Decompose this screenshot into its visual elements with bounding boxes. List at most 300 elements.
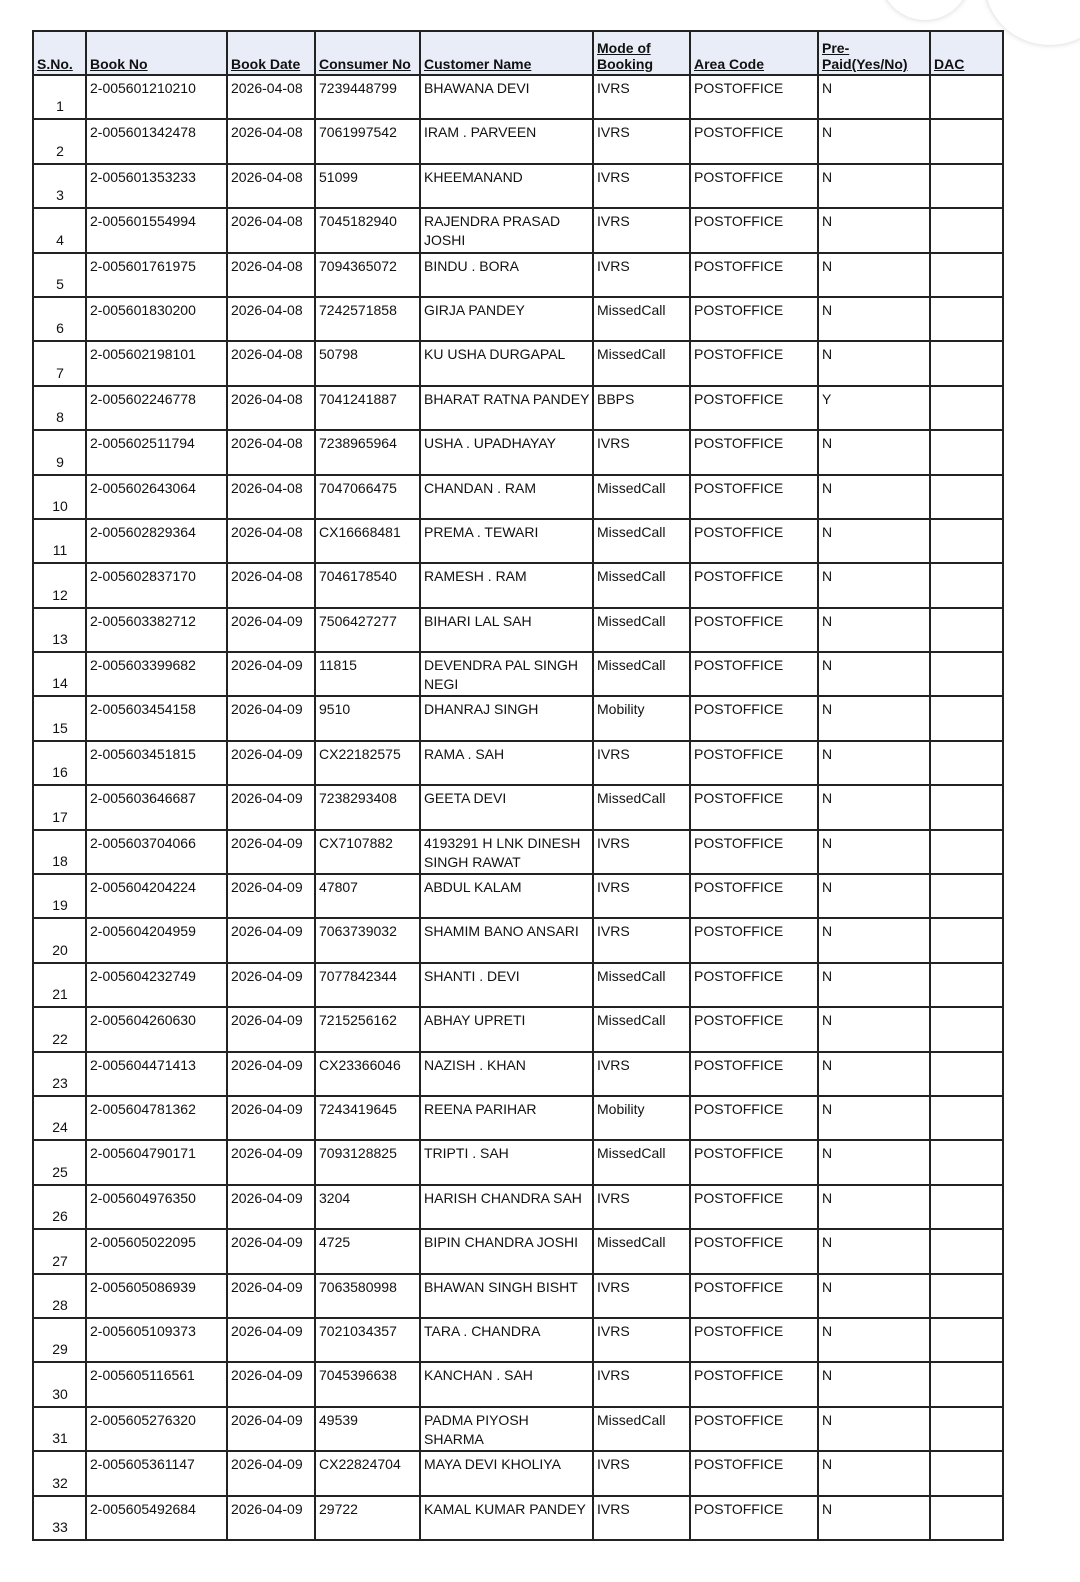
cell-consumer-no: 7046178540 [315,563,420,607]
cell-book-no: 2-005604204224 [86,874,227,918]
cell-area-code: POSTOFFICE [690,1496,818,1540]
cell-area-code: POSTOFFICE [690,208,818,252]
table-row [33,297,1003,341]
cell-sno: 21 [33,963,86,1007]
cell-book-date: 2026-04-08 [227,519,315,563]
cell-mode-of-booking: IVRS [593,741,690,785]
cell-mode-of-booking: MissedCall [593,1407,690,1451]
cell-book-no: 2-005602643064 [86,475,227,519]
cell-dac [930,652,1003,696]
table-row [33,253,1003,297]
header-dac: DAC [930,31,1003,75]
table-row [33,918,1003,962]
cell-book-no: 2-005604471413 [86,1052,227,1096]
cell-dac [930,696,1003,740]
cell-sno: 7 [33,341,86,385]
cell-dac [930,874,1003,918]
cell-consumer-no: 29722 [315,1496,420,1540]
cell-book-no: 2-005605022095 [86,1229,227,1273]
cell-sno: 25 [33,1140,86,1184]
cell-book-no: 2-005603382712 [86,608,227,652]
cell-sno: 6 [33,297,86,341]
cell-book-date: 2026-04-08 [227,75,315,119]
cell-area-code: POSTOFFICE [690,696,818,740]
cell-area-code: POSTOFFICE [690,430,818,474]
cell-consumer-no: CX16668481 [315,519,420,563]
cell-prepaid: N [818,918,930,962]
table-row [33,696,1003,740]
table-row [33,1229,1003,1273]
cell-dac [930,386,1003,430]
cell-prepaid: N [818,119,930,163]
cell-dac [930,963,1003,1007]
cell-sno: 5 [33,253,86,297]
table-row [33,785,1003,829]
cell-consumer-no: 51099 [315,164,420,208]
cell-customer-name: BHAWAN SINGH BISHT [420,1274,593,1318]
cell-consumer-no: 7238293408 [315,785,420,829]
table-row [33,563,1003,607]
cell-book-no: 2-005604976350 [86,1185,227,1229]
cell-sno: 23 [33,1052,86,1096]
cell-dac [930,830,1003,874]
cell-sno: 20 [33,918,86,962]
cell-book-date: 2026-04-08 [227,430,315,474]
cell-book-date: 2026-04-09 [227,608,315,652]
cell-mode-of-booking: IVRS [593,164,690,208]
cell-prepaid: N [818,1451,930,1495]
cell-dac [930,430,1003,474]
cell-mode-of-booking: BBPS [593,386,690,430]
cell-book-date: 2026-04-08 [227,475,315,519]
cell-mode-of-booking: IVRS [593,75,690,119]
cell-sno: 10 [33,475,86,519]
cell-consumer-no: 7063739032 [315,918,420,962]
cell-dac [930,1407,1003,1451]
cell-book-no: 2-005601554994 [86,208,227,252]
cell-customer-name: KANCHAN . SAH [420,1362,593,1406]
cell-consumer-no: 7506427277 [315,608,420,652]
cell-consumer-no: CX7107882 [315,830,420,874]
cell-book-date: 2026-04-09 [227,1274,315,1318]
cell-customer-name: PREMA . TEWARI [420,519,593,563]
table-row [33,519,1003,563]
cell-prepaid: N [818,1185,930,1229]
cell-consumer-no: 11815 [315,652,420,696]
table-row [33,1362,1003,1406]
table-row [33,652,1003,696]
cell-area-code: POSTOFFICE [690,1318,818,1362]
cell-sno: 29 [33,1318,86,1362]
cell-area-code: POSTOFFICE [690,1096,818,1140]
cell-prepaid: N [818,430,930,474]
cell-book-no: 2-005604781362 [86,1096,227,1140]
cell-customer-name: RAJENDRA PRASAD JOSHI [420,208,593,252]
cell-consumer-no: 9510 [315,696,420,740]
cell-customer-name: RAMESH . RAM [420,563,593,607]
cell-customer-name: REENA PARIHAR [420,1096,593,1140]
cell-mode-of-booking: IVRS [593,1274,690,1318]
cell-customer-name: KAMAL KUMAR PANDEY [420,1496,593,1540]
cell-prepaid: N [818,1229,930,1273]
cell-book-no: 2-005605276320 [86,1407,227,1451]
cell-consumer-no: 7047066475 [315,475,420,519]
cell-mode-of-booking: MissedCall [593,563,690,607]
cell-consumer-no: 7093128825 [315,1140,420,1184]
table-row [33,608,1003,652]
cell-mode-of-booking: IVRS [593,1185,690,1229]
cell-mode-of-booking: IVRS [593,253,690,297]
cell-book-date: 2026-04-08 [227,119,315,163]
cell-sno: 16 [33,741,86,785]
cell-area-code: POSTOFFICE [690,253,818,297]
cell-prepaid: Y [818,386,930,430]
cell-book-date: 2026-04-08 [227,386,315,430]
header-consumer-no: Consumer No [315,31,420,75]
cell-book-date: 2026-04-09 [227,785,315,829]
cell-prepaid: N [818,696,930,740]
cell-area-code: POSTOFFICE [690,652,818,696]
cell-dac [930,1274,1003,1318]
cell-mode-of-booking: IVRS [593,1362,690,1406]
table-row [33,475,1003,519]
cell-consumer-no: 7238965964 [315,430,420,474]
cell-customer-name: RAMA . SAH [420,741,593,785]
cell-customer-name: CHANDAN . RAM [420,475,593,519]
cell-sno: 24 [33,1096,86,1140]
cell-customer-name: BINDU . BORA [420,253,593,297]
cell-prepaid: N [818,164,930,208]
cell-area-code: POSTOFFICE [690,164,818,208]
cell-customer-name: BHARAT RATNA PANDEY [420,386,593,430]
cell-book-no: 2-005603454158 [86,696,227,740]
cell-consumer-no: 4725 [315,1229,420,1273]
cell-prepaid: N [818,1052,930,1096]
cell-mode-of-booking: IVRS [593,1052,690,1096]
cell-mode-of-booking: IVRS [593,1451,690,1495]
cell-prepaid: N [818,475,930,519]
cell-area-code: POSTOFFICE [690,785,818,829]
cell-consumer-no: CX22824704 [315,1451,420,1495]
cell-consumer-no: 7077842344 [315,963,420,1007]
cell-mode-of-booking: IVRS [593,119,690,163]
cell-area-code: POSTOFFICE [690,1362,818,1406]
cell-mode-of-booking: MissedCall [593,475,690,519]
cell-book-date: 2026-04-08 [227,341,315,385]
cell-dac [930,475,1003,519]
header-area-code: Area Code [690,31,818,75]
cell-customer-name: NAZISH . KHAN [420,1052,593,1096]
cell-sno: 9 [33,430,86,474]
cell-prepaid: N [818,963,930,1007]
cell-dac [930,75,1003,119]
cell-book-no: 2-005601830200 [86,297,227,341]
cell-area-code: POSTOFFICE [690,1007,818,1051]
cell-book-date: 2026-04-09 [227,652,315,696]
cell-sno: 27 [33,1229,86,1273]
cell-consumer-no: 7045396638 [315,1362,420,1406]
cell-mode-of-booking: MissedCall [593,608,690,652]
cell-prepaid: N [818,519,930,563]
cell-dac [930,208,1003,252]
cell-mode-of-booking: IVRS [593,208,690,252]
cell-customer-name: GEETA DEVI [420,785,593,829]
cell-sno: 1 [33,75,86,119]
header-sno: S.No. [33,31,86,75]
table-row [33,741,1003,785]
cell-consumer-no: 50798 [315,341,420,385]
cell-book-date: 2026-04-09 [227,1318,315,1362]
cell-book-date: 2026-04-09 [227,1096,315,1140]
cell-prepaid: N [818,830,930,874]
header-prepaid: Pre-Paid(Yes/No) [818,31,930,75]
cell-dac [930,1052,1003,1096]
cell-sno: 3 [33,164,86,208]
cell-area-code: POSTOFFICE [690,297,818,341]
cell-area-code: POSTOFFICE [690,75,818,119]
cell-book-no: 2-005602829364 [86,519,227,563]
cell-dac [930,1451,1003,1495]
cell-customer-name: SHANTI . DEVI [420,963,593,1007]
cell-prepaid: N [818,297,930,341]
cell-customer-name: BIPIN CHANDRA JOSHI [420,1229,593,1273]
cell-sno: 32 [33,1451,86,1495]
cell-prepaid: N [818,563,930,607]
cell-prepaid: N [818,608,930,652]
cell-prepaid: N [818,208,930,252]
header-mode-of-booking: Mode of Booking [593,31,690,75]
cell-consumer-no: 7094365072 [315,253,420,297]
cell-customer-name: BHAWANA DEVI [420,75,593,119]
cell-book-date: 2026-04-09 [227,1451,315,1495]
cell-sno: 4 [33,208,86,252]
cell-book-no: 2-005605361147 [86,1451,227,1495]
cell-area-code: POSTOFFICE [690,963,818,1007]
cell-consumer-no: 7242571858 [315,297,420,341]
cell-consumer-no: 49539 [315,1407,420,1451]
cell-area-code: POSTOFFICE [690,1451,818,1495]
cell-book-no: 2-005603704066 [86,830,227,874]
cell-area-code: POSTOFFICE [690,1185,818,1229]
cell-customer-name: DEVENDRA PAL SINGH NEGI [420,652,593,696]
cell-customer-name: KU USHA DURGAPAL [420,341,593,385]
cell-book-no: 2-005604232749 [86,963,227,1007]
cell-book-date: 2026-04-09 [227,1007,315,1051]
cell-sno: 30 [33,1362,86,1406]
cell-area-code: POSTOFFICE [690,475,818,519]
cell-dac [930,253,1003,297]
cell-dac [930,164,1003,208]
cell-book-no: 2-005602246778 [86,386,227,430]
cell-consumer-no: 7041241887 [315,386,420,430]
cell-mode-of-booking: Mobility [593,1096,690,1140]
cell-consumer-no: 7063580998 [315,1274,420,1318]
cell-book-date: 2026-04-09 [227,1407,315,1451]
cell-book-date: 2026-04-09 [227,963,315,1007]
cell-mode-of-booking: MissedCall [593,963,690,1007]
cell-book-date: 2026-04-09 [227,1496,315,1540]
cell-customer-name: TARA . CHANDRA [420,1318,593,1362]
table-row [33,1451,1003,1495]
header-book-no: Book No [86,31,227,75]
cell-mode-of-booking: IVRS [593,430,690,474]
table-row [33,1185,1003,1229]
cell-dac [930,1140,1003,1184]
cell-book-no: 2-005605116561 [86,1362,227,1406]
cell-customer-name: ABHAY UPRETI [420,1007,593,1051]
cell-sno: 28 [33,1274,86,1318]
cell-book-date: 2026-04-09 [227,741,315,785]
cell-consumer-no: 7243419645 [315,1096,420,1140]
cell-dac [930,563,1003,607]
cell-mode-of-booking: MissedCall [593,1140,690,1184]
cell-area-code: POSTOFFICE [690,563,818,607]
cell-sno: 19 [33,874,86,918]
cell-dac [930,608,1003,652]
cell-book-no: 2-005605086939 [86,1274,227,1318]
cell-area-code: POSTOFFICE [690,1229,818,1273]
cell-area-code: POSTOFFICE [690,1052,818,1096]
cell-book-no: 2-005601342478 [86,119,227,163]
cell-consumer-no: 7045182940 [315,208,420,252]
cell-book-date: 2026-04-09 [227,1362,315,1406]
cell-book-date: 2026-04-08 [227,208,315,252]
header-book-date: Book Date [227,31,315,75]
cell-book-no: 2-005601761975 [86,253,227,297]
cell-sno: 26 [33,1185,86,1229]
table-row [33,164,1003,208]
cell-book-date: 2026-04-09 [227,1140,315,1184]
cell-area-code: POSTOFFICE [690,341,818,385]
cell-prepaid: N [818,785,930,829]
table-row [33,430,1003,474]
cell-customer-name: DHANRAJ SINGH [420,696,593,740]
table-row [33,874,1003,918]
cell-mode-of-booking: IVRS [593,830,690,874]
cell-dac [930,297,1003,341]
cell-book-no: 2-005603399682 [86,652,227,696]
cell-book-date: 2026-04-09 [227,830,315,874]
cell-area-code: POSTOFFICE [690,519,818,563]
cell-consumer-no: CX23366046 [315,1052,420,1096]
cell-dac [930,119,1003,163]
table-row [33,1496,1003,1540]
table-row [33,1407,1003,1451]
cell-book-date: 2026-04-08 [227,297,315,341]
cell-dac [930,1007,1003,1051]
cell-consumer-no: 47807 [315,874,420,918]
cell-prepaid: N [818,1007,930,1051]
booking-table [32,30,1004,1541]
table-row [33,963,1003,1007]
cell-mode-of-booking: MissedCall [593,341,690,385]
cell-prepaid: N [818,1274,930,1318]
cell-customer-name: MAYA DEVI KHOLIYA [420,1451,593,1495]
cell-dac [930,1185,1003,1229]
cell-area-code: POSTOFFICE [690,918,818,962]
cell-book-date: 2026-04-08 [227,563,315,607]
cell-sno: 12 [33,563,86,607]
table-row [33,1096,1003,1140]
cell-area-code: POSTOFFICE [690,830,818,874]
cell-book-date: 2026-04-09 [227,1229,315,1273]
cell-sno: 15 [33,696,86,740]
table-row [33,1140,1003,1184]
cell-area-code: POSTOFFICE [690,119,818,163]
cell-mode-of-booking: MissedCall [593,1229,690,1273]
cell-book-no: 2-005601353233 [86,164,227,208]
cell-dac [930,918,1003,962]
table-row [33,341,1003,385]
cell-dac [930,785,1003,829]
cell-book-date: 2026-04-09 [227,696,315,740]
cell-mode-of-booking: IVRS [593,918,690,962]
cell-area-code: POSTOFFICE [690,608,818,652]
cell-dac [930,1496,1003,1540]
cell-customer-name: PADMA PIYOSH SHARMA [420,1407,593,1451]
cell-area-code: POSTOFFICE [690,1407,818,1451]
cell-sno: 11 [33,519,86,563]
cell-mode-of-booking: IVRS [593,874,690,918]
cell-book-date: 2026-04-09 [227,918,315,962]
cell-consumer-no: 3204 [315,1185,420,1229]
cell-book-no: 2-005602837170 [86,563,227,607]
cell-prepaid: N [818,341,930,385]
cell-book-date: 2026-04-08 [227,164,315,208]
cell-dac [930,519,1003,563]
cell-prepaid: N [818,1140,930,1184]
cell-book-no: 2-005603451815 [86,741,227,785]
cell-book-no: 2-005605492684 [86,1496,227,1540]
cell-dac [930,1318,1003,1362]
cell-customer-name: 4193291 H LNK DINESH SINGH RAWAT [420,830,593,874]
cell-prepaid: N [818,874,930,918]
cell-book-date: 2026-04-09 [227,1185,315,1229]
cell-sno: 33 [33,1496,86,1540]
cell-dac [930,1229,1003,1273]
table-row [33,75,1003,119]
header-customer-name: Customer Name [420,31,593,75]
cell-book-no: 2-005603646687 [86,785,227,829]
cell-mode-of-booking: MissedCall [593,519,690,563]
cell-sno: 22 [33,1007,86,1051]
cell-prepaid: N [818,1496,930,1540]
cell-book-no: 2-005601210210 [86,75,227,119]
cell-prepaid: N [818,75,930,119]
cell-mode-of-booking: IVRS [593,1496,690,1540]
table-row [33,208,1003,252]
cell-sno: 17 [33,785,86,829]
cell-mode-of-booking: Mobility [593,696,690,740]
cell-customer-name: IRAM . PARVEEN [420,119,593,163]
cell-area-code: POSTOFFICE [690,1140,818,1184]
cell-dac [930,741,1003,785]
cell-customer-name: ABDUL KALAM [420,874,593,918]
cell-book-no: 2-005602511794 [86,430,227,474]
cell-prepaid: N [818,652,930,696]
cell-sno: 31 [33,1407,86,1451]
cell-mode-of-booking: MissedCall [593,1007,690,1051]
cell-customer-name: BIHARI LAL SAH [420,608,593,652]
table-row [33,1052,1003,1096]
cell-consumer-no: 7061997542 [315,119,420,163]
cell-consumer-no: 7021034357 [315,1318,420,1362]
cell-customer-name: GIRJA PANDEY [420,297,593,341]
cell-prepaid: N [818,1407,930,1451]
cell-dac [930,1096,1003,1140]
cell-customer-name: KHEEMANAND [420,164,593,208]
cell-sno: 18 [33,830,86,874]
